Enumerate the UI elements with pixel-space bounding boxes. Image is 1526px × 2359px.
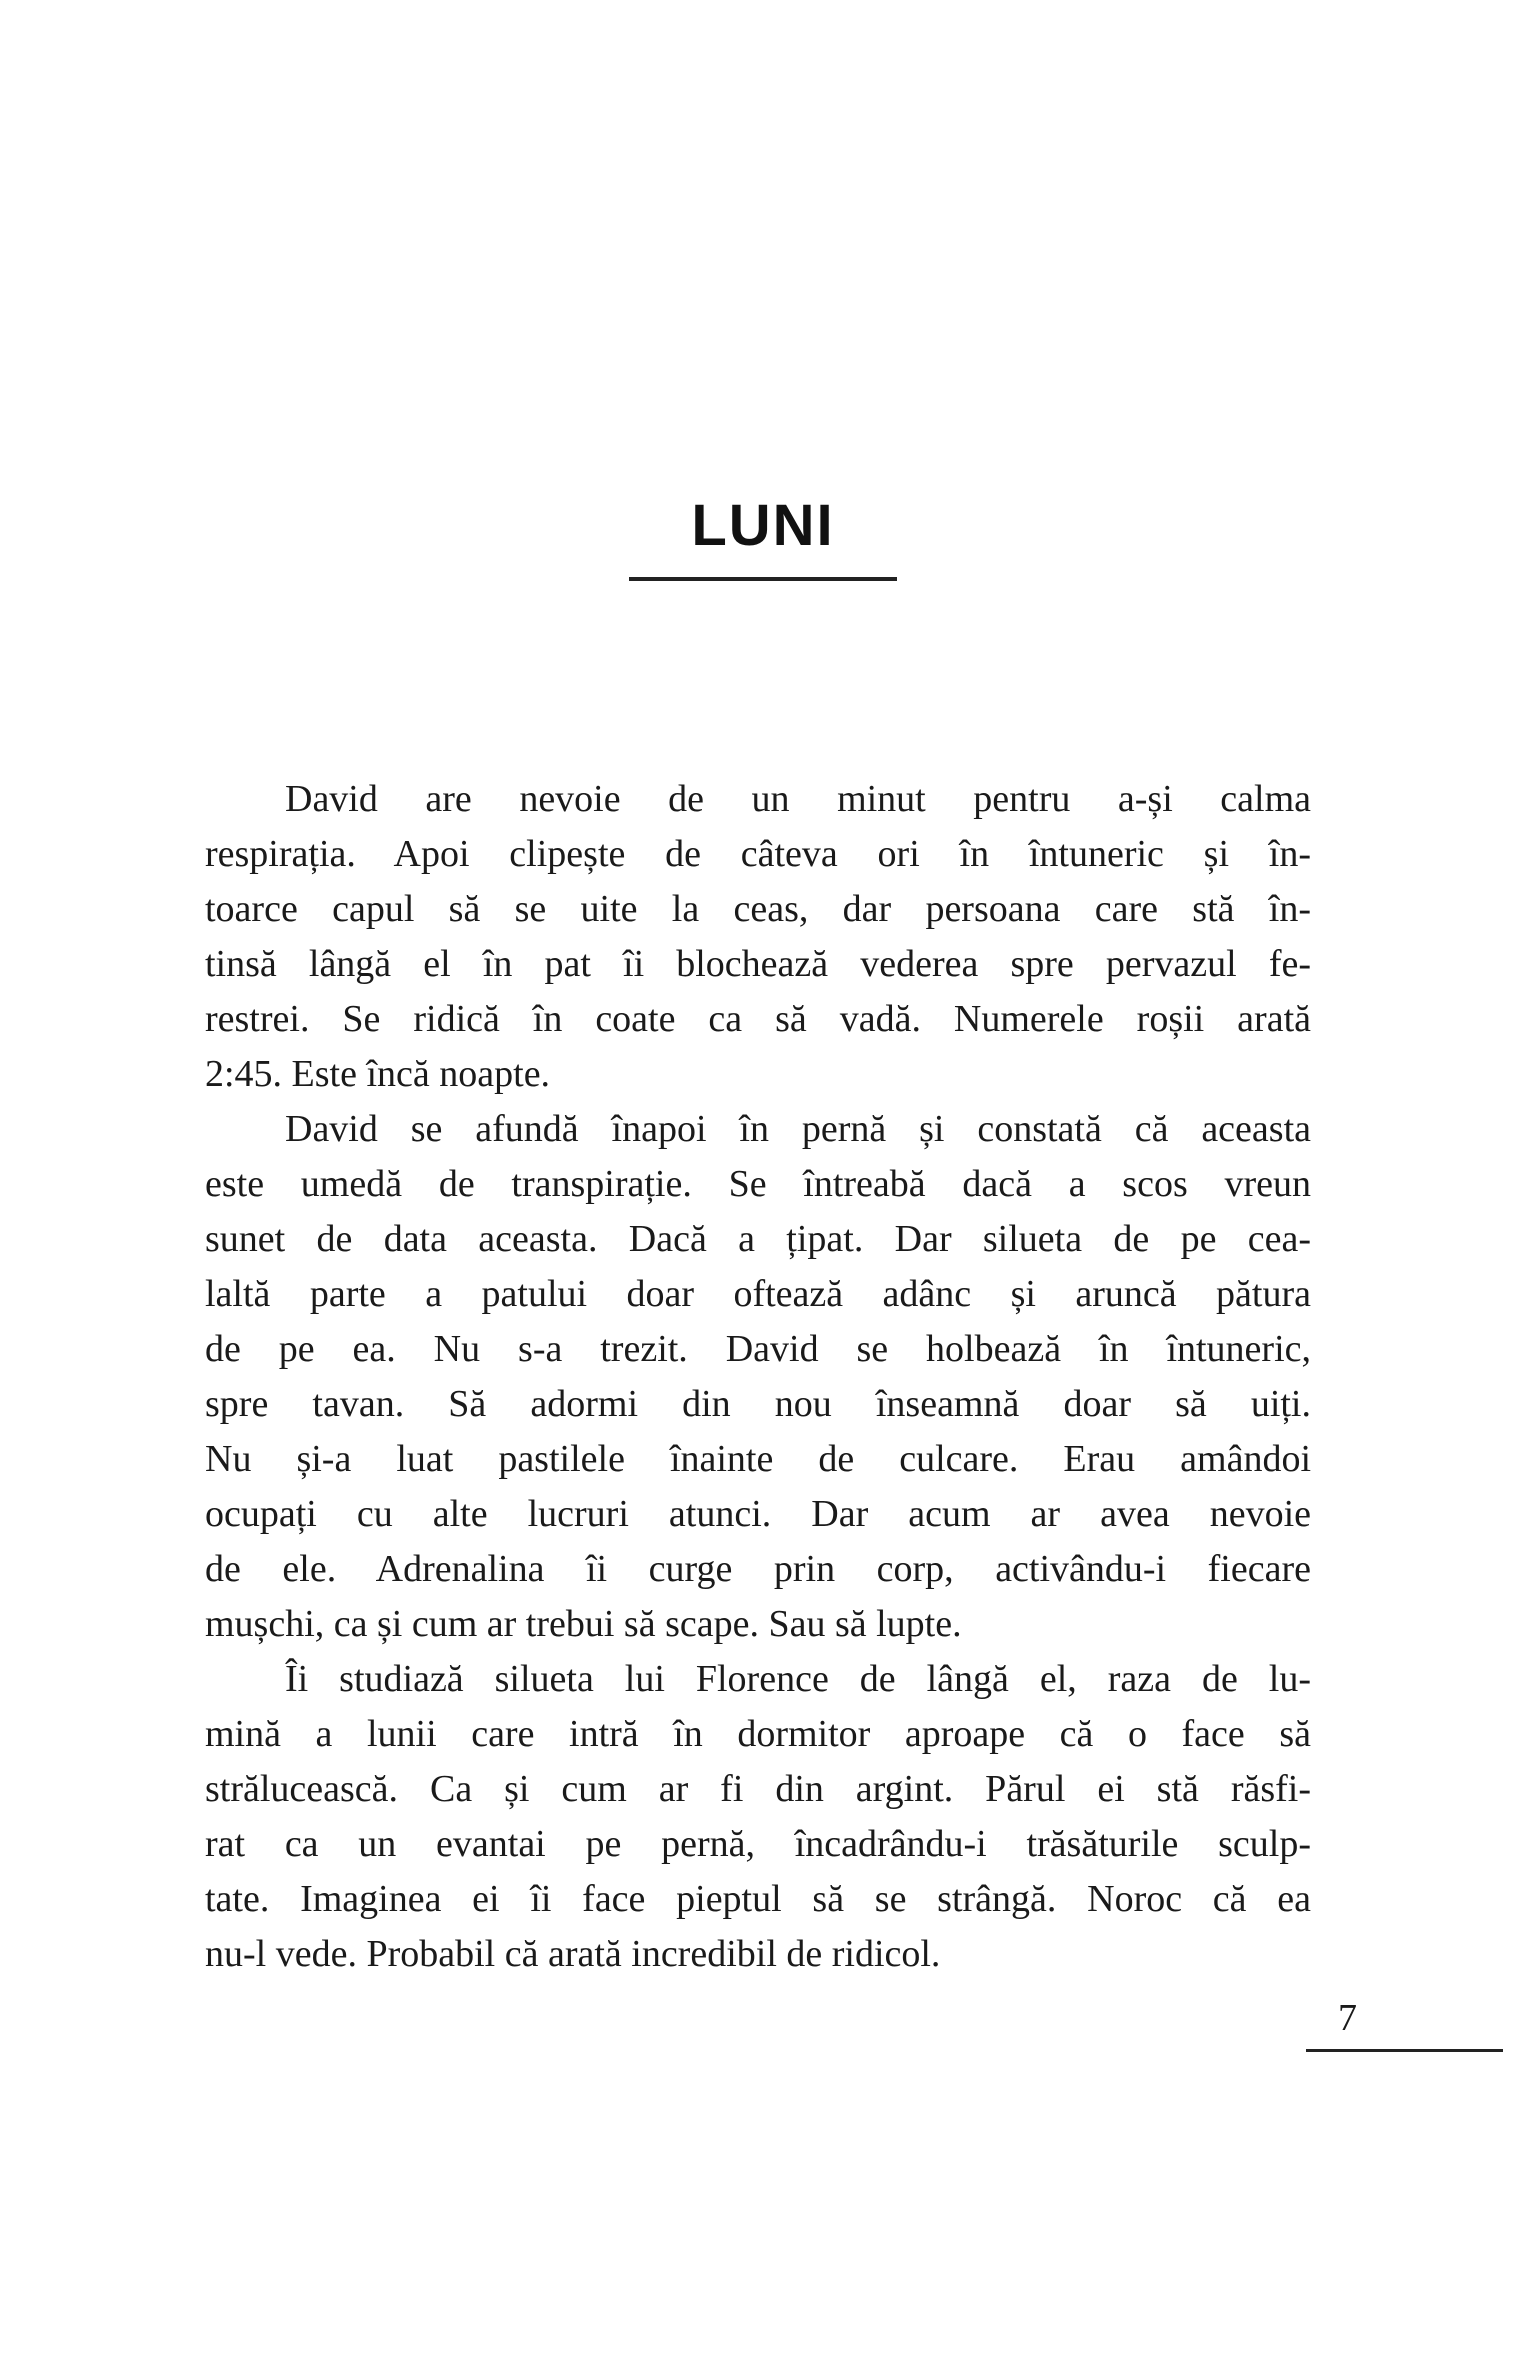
- title-underline-rule: [629, 577, 897, 581]
- text-line: sunet de data aceasta. Dacă a țipat. Dar silueta de pe cea-: [205, 1218, 1311, 1260]
- text-line: tinsă lângă el în pat îi blochează vederea spre pervazul fe-: [205, 943, 1311, 985]
- text-line: toarce capul să se uite la ceas, dar persoana care stă în-: [205, 888, 1311, 930]
- text-line: tate. Imaginea ei îi face pieptul să se strângă. Noroc că ea: [205, 1878, 1311, 1920]
- chapter-title: LUNI: [691, 493, 835, 558]
- text-line: 2:45. Este încă noapte.: [205, 1053, 551, 1095]
- text-line: spre tavan. Să adormi din nou înseamnă doar să uiți.: [205, 1383, 1311, 1425]
- chapter-heading: [0, 492, 1526, 581]
- text-line: de pe ea. Nu s-a trezit. David se holbează în întuneric,: [205, 1328, 1311, 1370]
- text-line: David are nevoie de un minut pentru a-și calma: [285, 778, 1311, 820]
- page-number: 7: [1338, 1997, 1357, 2039]
- text-line: Îi studiază silueta lui Florence de lângă el, raza de lu-: [285, 1658, 1311, 1700]
- text-line: mușchi, ca și cum ar trebui să scape. Sau să lupte.: [205, 1603, 962, 1645]
- paragraph: [205, 1102, 1311, 1652]
- paragraph: [205, 772, 1311, 1102]
- text-line: ocupați cu alte lucruri atunci. Dar acum ar avea nevoie: [205, 1493, 1311, 1535]
- text-line: strălucească. Ca și cum ar fi din argint. Părul ei stă răsfi-: [205, 1768, 1311, 1810]
- paragraph: [205, 1652, 1311, 1982]
- page-footer: [1306, 1995, 1503, 2052]
- text-line: rat ca un evantai pe pernă, încadrându-i trăsăturile sculp-: [205, 1823, 1311, 1865]
- text-line: mină a lunii care intră în dormitor aproape că o face să: [205, 1713, 1311, 1755]
- footer-rule: [1306, 2049, 1503, 2052]
- text-line: respirația. Apoi clipește de câteva ori în întuneric și în-: [205, 833, 1311, 875]
- text-line: este umedă de transpirație. Se întreabă dacă a scos vreun: [205, 1163, 1311, 1205]
- text-line: David se afundă înapoi în pernă și constată că aceasta: [285, 1108, 1311, 1150]
- text-line: restrei. Se ridică în coate ca să vadă. Numerele roșii arată: [205, 998, 1311, 1040]
- text-line: laltă parte a patului doar oftează adânc și aruncă pătura: [205, 1273, 1311, 1315]
- body-text: [205, 772, 1311, 1982]
- text-line: de ele. Adrenalina îi curge prin corp, activându-i fiecare: [205, 1548, 1311, 1590]
- text-line: nu-l vede. Probabil că arată incredibil de ridicol.: [205, 1933, 941, 1975]
- text-line: Nu și-a luat pastilele înainte de culcare. Erau amândoi: [205, 1438, 1311, 1480]
